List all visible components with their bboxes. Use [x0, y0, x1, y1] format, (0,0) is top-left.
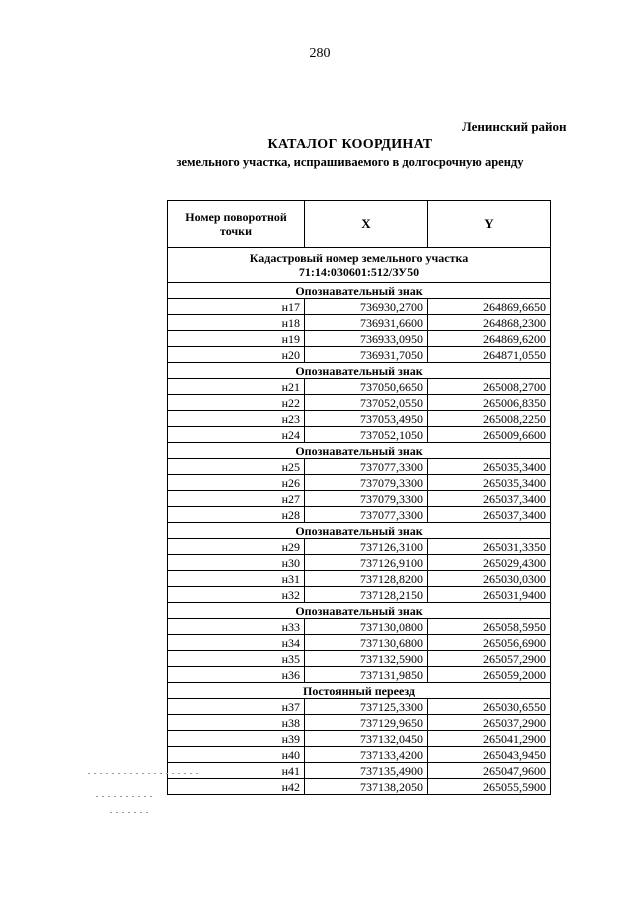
cell-y: 265035,3400 — [428, 459, 551, 475]
cell-y: 265055,5900 — [428, 779, 551, 795]
header-x: X — [305, 201, 428, 248]
table-row — [168, 731, 551, 747]
cadastral-label: Кадастровый номер земельного участка — [249, 251, 469, 265]
cell-x: 737052,0550 — [305, 395, 428, 411]
section-row — [168, 523, 551, 539]
table-row — [168, 715, 551, 731]
cell-point: н37 — [168, 699, 305, 715]
cell-point: н23 — [168, 411, 305, 427]
document-subtitle: земельного участка, испрашиваемого в долгосрочную аренду — [176, 155, 524, 169]
cell-y: 264868,2300 — [428, 315, 551, 331]
cell-y: 265037,2900 — [428, 715, 551, 731]
table-row — [168, 667, 551, 683]
cell-y: 265009,6600 — [428, 427, 551, 443]
table-row — [168, 395, 551, 411]
section-title: Опознавательный знак — [168, 603, 551, 619]
cell-x: 736931,7050 — [305, 347, 428, 363]
table-row — [168, 779, 551, 795]
table-row — [168, 699, 551, 715]
cell-y: 265057,2900 — [428, 651, 551, 667]
cell-point: н32 — [168, 587, 305, 603]
section-row — [168, 283, 551, 299]
document-title: КАТАЛОГ КООРДИНАТ — [267, 137, 433, 152]
table-row — [168, 491, 551, 507]
cell-y: 265035,3400 — [428, 475, 551, 491]
table-row — [168, 555, 551, 571]
cadastral-number: 71:14:030601:512/ЗУ50 — [298, 265, 420, 279]
header-point-number: Номер поворотной точки — [168, 201, 305, 248]
district-label: Ленинский район — [462, 119, 567, 134]
cell-x: 736931,6600 — [305, 315, 428, 331]
cell-point: н35 — [168, 651, 305, 667]
table-row — [168, 427, 551, 443]
cell-x: 737132,0450 — [305, 731, 428, 747]
scan-artifact — [96, 796, 156, 797]
section-title: Опознавательный знак — [168, 283, 551, 299]
cell-y: 265058,5950 — [428, 619, 551, 635]
cell-y: 265008,2250 — [428, 411, 551, 427]
cell-x: 736930,2700 — [305, 299, 428, 315]
cell-x: 737050,6650 — [305, 379, 428, 395]
section-title: Постоянный переезд — [168, 683, 551, 699]
header-y: Y — [428, 201, 551, 248]
cell-point: н26 — [168, 475, 305, 491]
cell-y: 265047,9600 — [428, 763, 551, 779]
section-row — [168, 363, 551, 379]
cell-y: 265037,3400 — [428, 507, 551, 523]
page-number: 280 — [309, 46, 331, 61]
table-row — [168, 459, 551, 475]
cell-y: 265029,4300 — [428, 555, 551, 571]
table-row — [168, 571, 551, 587]
coordinates-table — [167, 200, 551, 795]
cell-point: н33 — [168, 619, 305, 635]
cell-y: 265031,3350 — [428, 539, 551, 555]
table-row — [168, 299, 551, 315]
cell-point: н39 — [168, 731, 305, 747]
cell-point: н42 — [168, 779, 305, 795]
cell-x: 737135,4900 — [305, 763, 428, 779]
cell-y: 265006,8350 — [428, 395, 551, 411]
scan-artifact — [88, 773, 198, 774]
table-row — [168, 347, 551, 363]
cell-x: 737126,9100 — [305, 555, 428, 571]
cell-point: н21 — [168, 379, 305, 395]
cell-x: 737125,3300 — [305, 699, 428, 715]
cell-point: н27 — [168, 491, 305, 507]
cell-y: 265059,2000 — [428, 667, 551, 683]
cell-point: н36 — [168, 667, 305, 683]
table-row — [168, 411, 551, 427]
cell-point: н41 — [168, 763, 305, 779]
cell-point: н40 — [168, 747, 305, 763]
cell-point: н28 — [168, 507, 305, 523]
cell-x: 737130,0800 — [305, 619, 428, 635]
cell-point: н29 — [168, 539, 305, 555]
section-title: Опознавательный знак — [168, 443, 551, 459]
cell-y: 264869,6200 — [428, 331, 551, 347]
section-row — [168, 603, 551, 619]
cell-x: 737130,6800 — [305, 635, 428, 651]
cell-x: 736933,0950 — [305, 331, 428, 347]
cell-y: 265030,6550 — [428, 699, 551, 715]
table-header-row — [168, 201, 551, 248]
cell-y: 265030,0300 — [428, 571, 551, 587]
cell-x: 737138,2050 — [305, 779, 428, 795]
cell-x: 737052,1050 — [305, 427, 428, 443]
cell-y: 265031,9400 — [428, 587, 551, 603]
table-row — [168, 315, 551, 331]
cell-x: 737077,3300 — [305, 507, 428, 523]
cell-point: н18 — [168, 315, 305, 331]
table-row — [168, 747, 551, 763]
cell-point: н22 — [168, 395, 305, 411]
cell-y: 265056,6900 — [428, 635, 551, 651]
cell-x: 737128,8200 — [305, 571, 428, 587]
cell-x: 737053,4950 — [305, 411, 428, 427]
cadastral-row — [168, 248, 551, 283]
cell-point: н30 — [168, 555, 305, 571]
cell-y: 265037,3400 — [428, 491, 551, 507]
cell-point: н20 — [168, 347, 305, 363]
cell-y: 264871,0550 — [428, 347, 551, 363]
cell-y: 264869,6650 — [428, 299, 551, 315]
cell-point: н34 — [168, 635, 305, 651]
cell-x: 737129,9650 — [305, 715, 428, 731]
section-row — [168, 443, 551, 459]
scan-artifact — [110, 812, 150, 813]
table-row — [168, 379, 551, 395]
table-row — [168, 475, 551, 491]
cell-x: 737126,3100 — [305, 539, 428, 555]
table-row — [168, 587, 551, 603]
cell-point: н19 — [168, 331, 305, 347]
cell-x: 737131,9850 — [305, 667, 428, 683]
cell-point: н24 — [168, 427, 305, 443]
cadastral-cell — [168, 248, 551, 283]
table-row — [168, 763, 551, 779]
cell-x: 737079,3300 — [305, 475, 428, 491]
table-row — [168, 619, 551, 635]
cell-x: 737128,2150 — [305, 587, 428, 603]
section-title: Опознавательный знак — [168, 523, 551, 539]
cell-point: н31 — [168, 571, 305, 587]
cell-x: 737079,3300 — [305, 491, 428, 507]
cell-y: 265008,2700 — [428, 379, 551, 395]
section-title: Опознавательный знак — [168, 363, 551, 379]
cell-point: н25 — [168, 459, 305, 475]
section-row — [168, 683, 551, 699]
cell-x: 737077,3300 — [305, 459, 428, 475]
cell-point: н38 — [168, 715, 305, 731]
table-row — [168, 507, 551, 523]
coordinates-table-body — [168, 248, 551, 795]
table-row — [168, 539, 551, 555]
table-row — [168, 635, 551, 651]
table-row — [168, 331, 551, 347]
cell-point: н17 — [168, 299, 305, 315]
table-row — [168, 651, 551, 667]
cell-x: 737133,4200 — [305, 747, 428, 763]
cell-y: 265043,9450 — [428, 747, 551, 763]
cell-x: 737132,5900 — [305, 651, 428, 667]
cell-y: 265041,2900 — [428, 731, 551, 747]
